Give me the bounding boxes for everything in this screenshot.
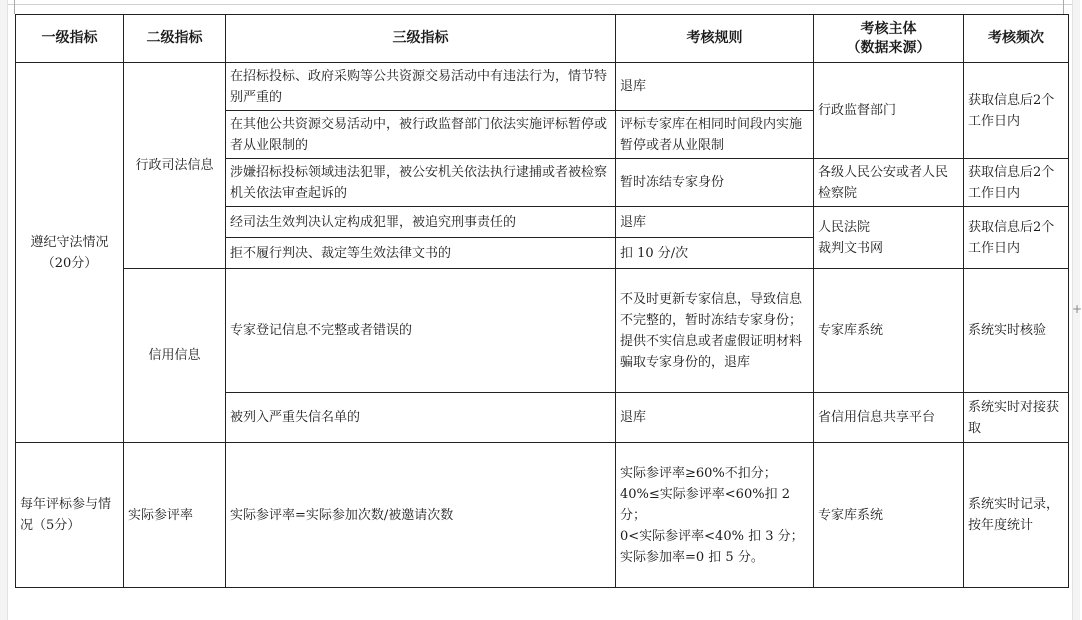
frequency-cell: 获取信息后2个工作日内 — [964, 207, 1069, 269]
table-row — [16, 443, 1069, 588]
header-rule: 考核规则 — [616, 15, 814, 63]
rule-cell: 不及时更新专家信息，导致信息不完整的，暂时冻结专家身份；提供不实信息或者虚假证明材料骗取专家身份的，退库 — [616, 269, 814, 393]
subject-cell: 专家库系统 — [814, 443, 964, 588]
level3-cell: 专家登记信息不完整或者错误的 — [226, 269, 616, 393]
frequency-cell: 获取信息后2个工作日内 — [964, 63, 1069, 159]
assessment-table — [15, 14, 1069, 588]
rule-cell — [616, 443, 814, 588]
table-header-row — [16, 15, 1069, 63]
level2-credit: 信用信息 — [124, 269, 226, 443]
page-edge-left — [0, 0, 8, 620]
level3-cell: 涉嫌招标投标领域违法犯罪，被公安机关依法执行逮捕或者被检察机关依法审查起诉的 — [226, 159, 616, 207]
rule-cell: 退库 — [616, 63, 814, 111]
level3-cell: 被列入严重失信名单的 — [226, 393, 616, 443]
header-subject — [814, 15, 964, 63]
subject-judgment-site: 裁判文书网 — [818, 240, 884, 256]
rule-line: 0<实际参评率<40% 扣 3 分； — [620, 528, 804, 544]
corner-mark-left — [14, 0, 17, 14]
subject-cell: 各级人民公安或者人民检察院 — [814, 159, 964, 207]
level3-cell: 在其他公共资源交易活动中，被行政监督部门依法实施评标暂停或者从业限制的 — [226, 111, 616, 159]
frequency-cell: 系统实时核验 — [964, 269, 1069, 393]
rule-cell: 暂时冻结专家身份 — [616, 159, 814, 207]
frequency-cell: 系统实时记录，按年度统计 — [964, 443, 1069, 588]
header-frequency: 考核频次 — [964, 15, 1069, 63]
rule-line: 实际参评率≥60%不扣分； — [620, 465, 777, 481]
table-row — [16, 269, 1069, 393]
rule-line: 40%≤实际参评率<60%扣 2 分； — [620, 486, 790, 523]
rule-line: 实际参加率=0 扣 5 分。 — [620, 549, 764, 565]
add-row-plus-icon[interactable]: + — [1072, 302, 1082, 316]
level3-cell: 拒不履行判决、裁定等生效法律文书的 — [226, 238, 616, 269]
level3-cell: 在招标投标、政府采购等公共资源交易活动中有违法行为，情节特别严重的 — [226, 63, 616, 111]
rule-cell: 退库 — [616, 207, 814, 238]
level2-admin-judicial: 行政司法信息 — [124, 63, 226, 269]
header-level3: 三级指标 — [226, 15, 616, 63]
page-top-rule — [8, 4, 1072, 5]
level3-cell: 经司法生效判决认定构成犯罪，被追究刑事责任的 — [226, 207, 616, 238]
rule-cell: 扣 10 分/次 — [616, 238, 814, 269]
subject-cell: 行政监督部门 — [814, 63, 964, 159]
level2-participation-rate: 实际参评率 — [124, 443, 226, 588]
rule-cell: 评标专家库在相同时间段内实施暂停或者从业限制 — [616, 111, 814, 159]
level3-cell: 实际参评率=实际参加次数/被邀请次数 — [226, 443, 616, 588]
header-level2: 二级指标 — [124, 15, 226, 63]
frequency-cell: 获取信息后2个工作日内 — [964, 159, 1069, 207]
header-level1: 一级指标 — [16, 15, 124, 63]
frequency-cell: 系统实时对接获取 — [964, 393, 1069, 443]
level1-participation: 每年评标参与情况（5分） — [16, 443, 124, 588]
subject-cell — [814, 207, 964, 269]
subject-court: 人民法院 — [818, 219, 871, 235]
level1-discipline: 遵纪守法情况（20分） — [16, 63, 124, 443]
subject-cell: 专家库系统 — [814, 269, 964, 393]
corner-mark-right — [1063, 0, 1066, 14]
subject-cell: 省信用信息共享平台 — [814, 393, 964, 443]
rule-cell: 退库 — [616, 393, 814, 443]
header-subject-line1: 考核主体 — [860, 20, 917, 37]
table-row — [16, 63, 1069, 111]
header-subject-line2: （数据来源） — [846, 39, 931, 56]
